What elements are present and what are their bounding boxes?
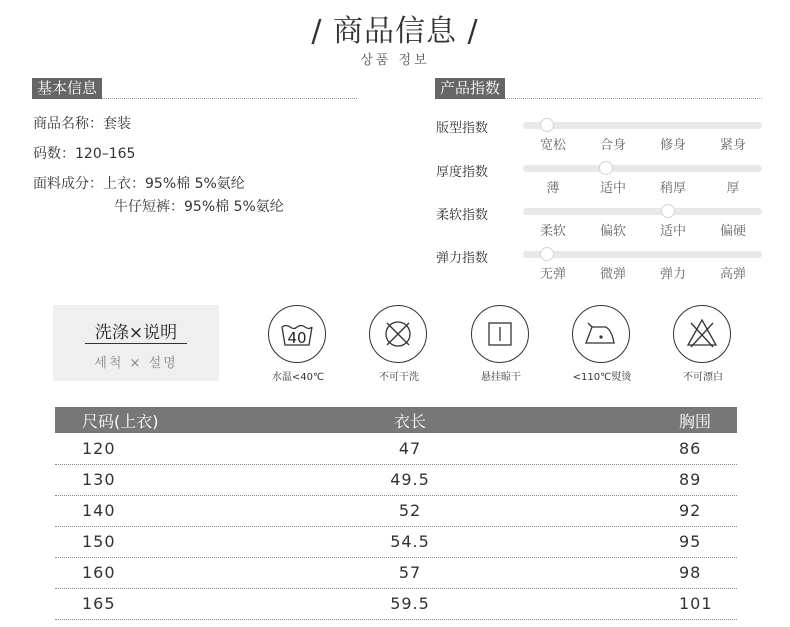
- index-option: 高弹: [719, 267, 746, 282]
- index-option: 无弹: [539, 267, 566, 282]
- hang-dry-icon: [471, 305, 529, 363]
- cell-length: 49.5: [390, 470, 430, 489]
- header-length: 衣长: [393, 412, 426, 431]
- index-option: 厚: [726, 181, 740, 196]
- table-row: [55, 588, 737, 620]
- cell-size: 160: [82, 563, 116, 582]
- cell-size: 150: [82, 532, 116, 551]
- index-option: 修身: [659, 138, 686, 153]
- no-dry-clean-icon: [369, 305, 427, 363]
- cell-size: 165: [82, 594, 116, 613]
- index-track-softness: [523, 208, 762, 215]
- cell-length: 52: [398, 501, 422, 520]
- material-top: 面料成分：上衣：95%棉 5%氨纶: [33, 176, 245, 192]
- index-option: 合身: [599, 138, 626, 153]
- cell-size: 130: [82, 470, 116, 489]
- product-index-label: 产品指数: [435, 78, 505, 99]
- product-index-header: [435, 77, 762, 99]
- index-knob-elasticity: [540, 247, 554, 261]
- index-label-thickness: 厚度指数: [436, 165, 489, 180]
- iron-110-icon: [572, 305, 630, 363]
- cell-length: 57: [398, 563, 422, 582]
- index-track-elasticity: [523, 251, 762, 258]
- table-row: [55, 464, 737, 496]
- cell-chest: 95: [679, 532, 702, 551]
- care-title-box: [53, 305, 219, 381]
- header-size: 尺码(上衣): [82, 412, 159, 431]
- cell-chest: 89: [679, 470, 702, 489]
- wash-temp-label: 40: [287, 329, 307, 347]
- wash-40-icon: [268, 305, 326, 363]
- index-option: 偏软: [599, 224, 626, 239]
- basic-info-header: [32, 77, 357, 99]
- cell-size: 120: [82, 439, 116, 458]
- index-knob-softness: [661, 204, 675, 218]
- index-label-fit: 版型指数: [436, 121, 489, 136]
- index-option: 适中: [659, 224, 686, 239]
- page-title: / 商品信息 /: [311, 14, 479, 49]
- table-row: [55, 557, 737, 589]
- product-name: 商品名称：套装: [33, 116, 131, 132]
- product-sizes: 码数：120–165: [33, 146, 136, 162]
- care-title-underline: [85, 343, 187, 344]
- material-shorts: 牛仔短裤：95%棉 5%氨纶: [114, 199, 284, 215]
- table-row: [55, 495, 737, 527]
- header-chest: 胸围: [679, 412, 712, 431]
- cell-chest: 92: [679, 501, 702, 520]
- cell-length: 47: [398, 439, 422, 458]
- index-option: 适中: [599, 181, 626, 196]
- index-track-thickness: [523, 165, 762, 172]
- page-subtitle: 상품 정보: [360, 53, 430, 68]
- cell-size: 140: [82, 501, 116, 520]
- cell-length: 54.5: [390, 532, 430, 551]
- index-option: 弹力: [659, 267, 686, 282]
- cell-chest: 101: [679, 594, 713, 613]
- care-title: 洗涤×说明: [94, 323, 178, 343]
- index-knob-fit: [540, 118, 554, 132]
- table-row: [55, 526, 737, 558]
- table-row: [55, 433, 737, 465]
- section-divider: [102, 98, 357, 99]
- index-label-elasticity: 弹力指数: [436, 251, 489, 266]
- care-subtitle: 세척 × 설명: [94, 356, 178, 371]
- care-caption: <110℃熨烫: [572, 372, 632, 383]
- index-track-fit: [523, 122, 762, 129]
- index-option: 偏硬: [719, 224, 746, 239]
- care-caption: 不可干洗: [379, 372, 419, 383]
- index-option: 紧身: [719, 138, 746, 153]
- basic-info-label: 基本信息: [32, 78, 102, 99]
- index-option: 柔软: [539, 224, 566, 239]
- section-divider: [505, 98, 762, 99]
- index-knob-thickness: [599, 161, 613, 175]
- care-caption: 悬挂晾干: [481, 372, 521, 383]
- care-caption: 水温<40℃: [271, 372, 325, 383]
- index-option: 稍厚: [659, 181, 686, 196]
- cell-chest: 98: [679, 563, 702, 582]
- size-table-header: [55, 407, 737, 433]
- index-option: 薄: [546, 181, 560, 196]
- no-bleach-icon: [673, 305, 731, 363]
- care-caption: 不可漂白: [683, 372, 723, 383]
- index-option: 微弹: [599, 267, 626, 282]
- cell-chest: 86: [679, 439, 702, 458]
- cell-length: 59.5: [390, 594, 430, 613]
- index-option: 宽松: [539, 138, 566, 153]
- index-label-softness: 柔软指数: [436, 208, 489, 223]
